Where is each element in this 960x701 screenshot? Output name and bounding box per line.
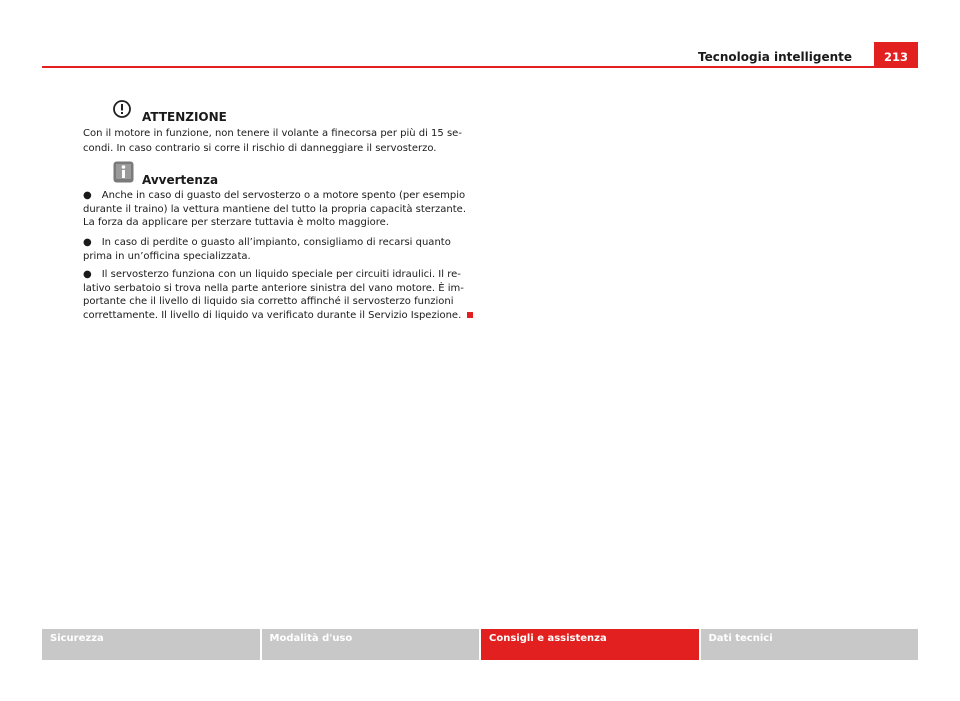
- info-icon: [113, 161, 134, 183]
- page-number-badge: [874, 42, 918, 68]
- bullet-icon: ●: [83, 269, 92, 280]
- footer-tab-label: Consigli e assistenza: [489, 633, 607, 644]
- exclamation-circle-icon: [113, 100, 131, 118]
- warning-body: [83, 126, 483, 156]
- footer-tab-label: Modalità d'uso: [269, 633, 353, 644]
- note-item: ● In caso di perdite o guasto all’impianto, consigliamo di recarsi quanto prima in un’officina specializzata.: [83, 237, 451, 262]
- note-item: ● Anche in caso di guasto del servosterzo o a motore spento (per esempio durante il traino) la vettura mantiene del tutto la propria capacità sterzante. La forza da applicare per sterzare tuttavia è molto maggiore.: [83, 190, 467, 228]
- footer-tab-modalita-uso[interactable]: [262, 629, 480, 660]
- footer-tab-label: Dati tecnici: [708, 633, 773, 644]
- footer-tab-sicurezza[interactable]: [42, 629, 260, 660]
- footer-tab-label: Sicurezza: [50, 633, 104, 644]
- bullet-icon: ●: [83, 190, 92, 201]
- page-number: 213: [883, 50, 908, 64]
- warning-line: condi. In caso contrario si corre il rischio di danneggiare il servosterzo.: [83, 143, 437, 154]
- footer-nav: [42, 629, 918, 660]
- footer-tab-consigli-assistenza[interactable]: [481, 629, 699, 660]
- note-title: Avvertenza: [142, 173, 219, 187]
- page-header-title: Tecnologia intelligente: [698, 50, 852, 64]
- warning-title: ATTENZIONE: [142, 110, 227, 124]
- bullet-icon: ●: [83, 237, 92, 248]
- header-divider: [42, 66, 918, 68]
- warning-line: Con il motore in funzione, non tenere il volante a finecorsa per più di 15 se-: [83, 128, 462, 139]
- note-item: ● Il servosterzo funziona con un liquido speciale per circuiti idraulici. Il re- lativo serbatoio si trova nella parte anteriore sinistra del vano motore. È im- portante che il livello di liquido sia corretto affinché il servosterzo funzioni correttamente. Il livello di liquido va verificato durante il Servizio Ispezione.: [83, 268, 483, 322]
- section-end-marker: [467, 312, 473, 318]
- footer-tab-dati-tecnici[interactable]: [701, 629, 919, 660]
